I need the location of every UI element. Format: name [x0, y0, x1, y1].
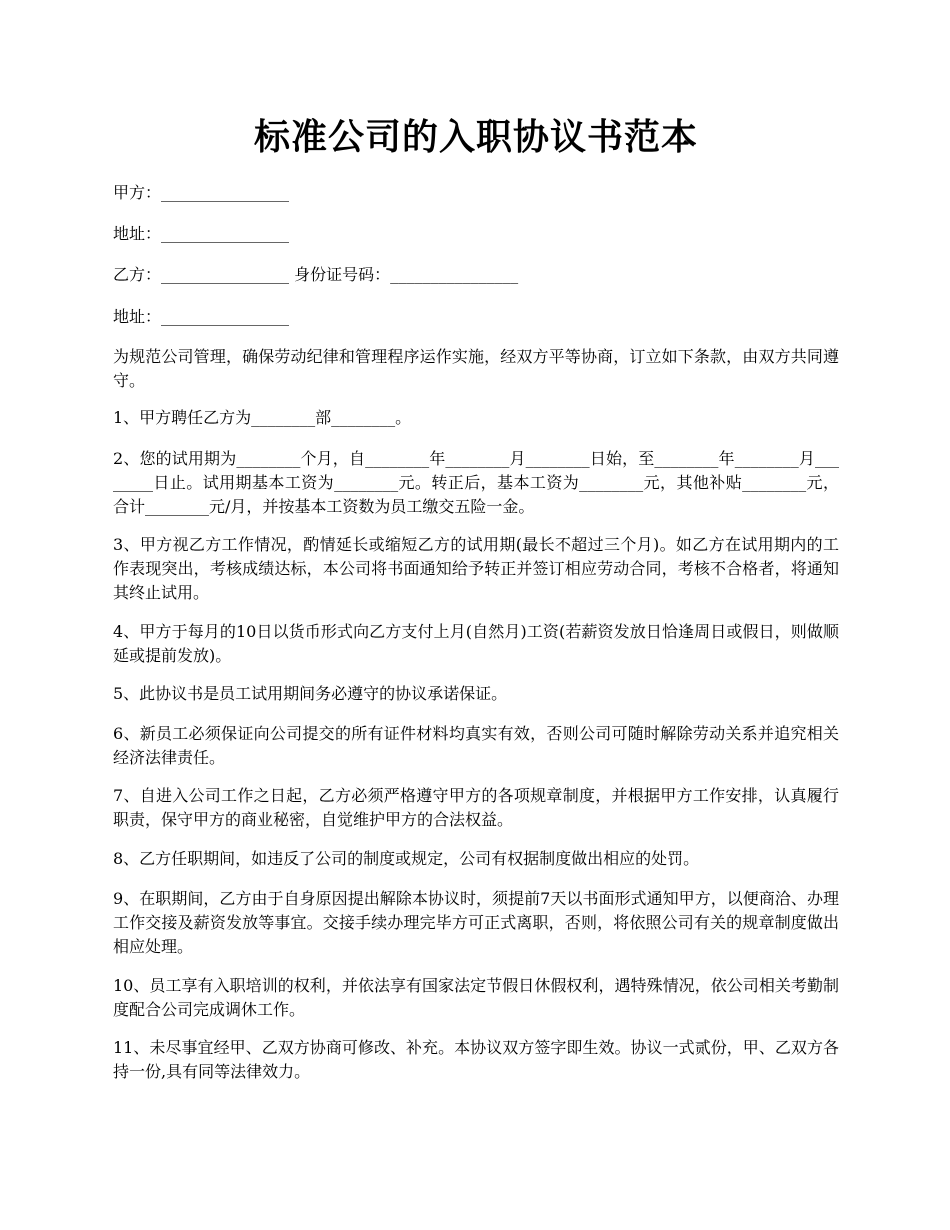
clause-2: 2、您的试用期为________个月，自________年________月________日始，至________年________月________日止。试用期基本工资为________元。转正后，基本工资为________元，其他补贴________元，合计________元/月，并按基本工资数为员工缴交五险一金。	[113, 449, 839, 516]
clause-6: 6、新员工必须保证向公司提交的所有证件材料均真实有效，否则公司可随时解除劳动关系并追究相关经济法律责任。	[113, 724, 839, 767]
clause-11: 11、未尽事宜经甲、乙双方协商可修改、补充。本协议双方签字即生效。协议一式贰份，甲、乙双方各持一份,具有同等法律效力。	[113, 1038, 839, 1081]
intro-paragraph: 为规范公司管理，确保劳动纪律和管理程序运作实施，经双方平等协商，订立如下条款，由双方共同遵守。	[113, 347, 839, 390]
clause-5: 5、此协议书是员工试用期间务必遵守的协议承诺保证。	[113, 684, 508, 703]
clause-1: 1、甲方聘任乙方为________部________。	[113, 408, 412, 427]
party-b-line: 乙方：________________ 身份证号码：________________	[113, 265, 519, 284]
document-title: 标准公司的入职协议书范本	[253, 116, 698, 158]
clause-4: 4、甲方于每月的10日以货币形式向乙方支付上月(自然月)工资(若薪资发放日恰逢周日或假日，则做顺延或提前发放)。	[113, 622, 839, 665]
address-a-line: 地址：________________	[113, 224, 290, 243]
party-a-line: 甲方：________________	[113, 183, 290, 202]
clause-10: 10、员工享有入职培训的权利，并依法享有国家法定节假日休假权利，遇特殊情况，依公司相关考勤制度配合公司完成调休工作。	[113, 976, 839, 1019]
address-b-line: 地址：________________	[113, 307, 290, 326]
clause-3: 3、甲方视乙方工作情况，酌情延长或缩短乙方的试用期(最长不超过三个月)。如乙方在试用期内的工作表现突出，考核成绩达标，本公司将书面通知给予转正并签订相应劳动合同，考核不合格者，将通知其终止试用。	[113, 535, 839, 602]
clause-8: 8、乙方任职期间，如违反了公司的制度或规定，公司有权据制度做出相应的处罚。	[113, 849, 700, 868]
clause-7: 7、自进入公司工作之日起，乙方必须严格遵守甲方的各项规章制度，并根据甲方工作安排，认真履行职责，保守甲方的商业秘密，自觉维护甲方的合法权益。	[113, 786, 839, 829]
clause-9: 9、在职期间，乙方由于自身原因提出解除本协议时，须提前7天以书面形式通知甲方，以便商洽、办理工作交接及薪资发放等事宜。交接手续办理完毕方可正式离职，否则，将依照公司有关的规章制度做出相应处理。	[113, 889, 839, 956]
